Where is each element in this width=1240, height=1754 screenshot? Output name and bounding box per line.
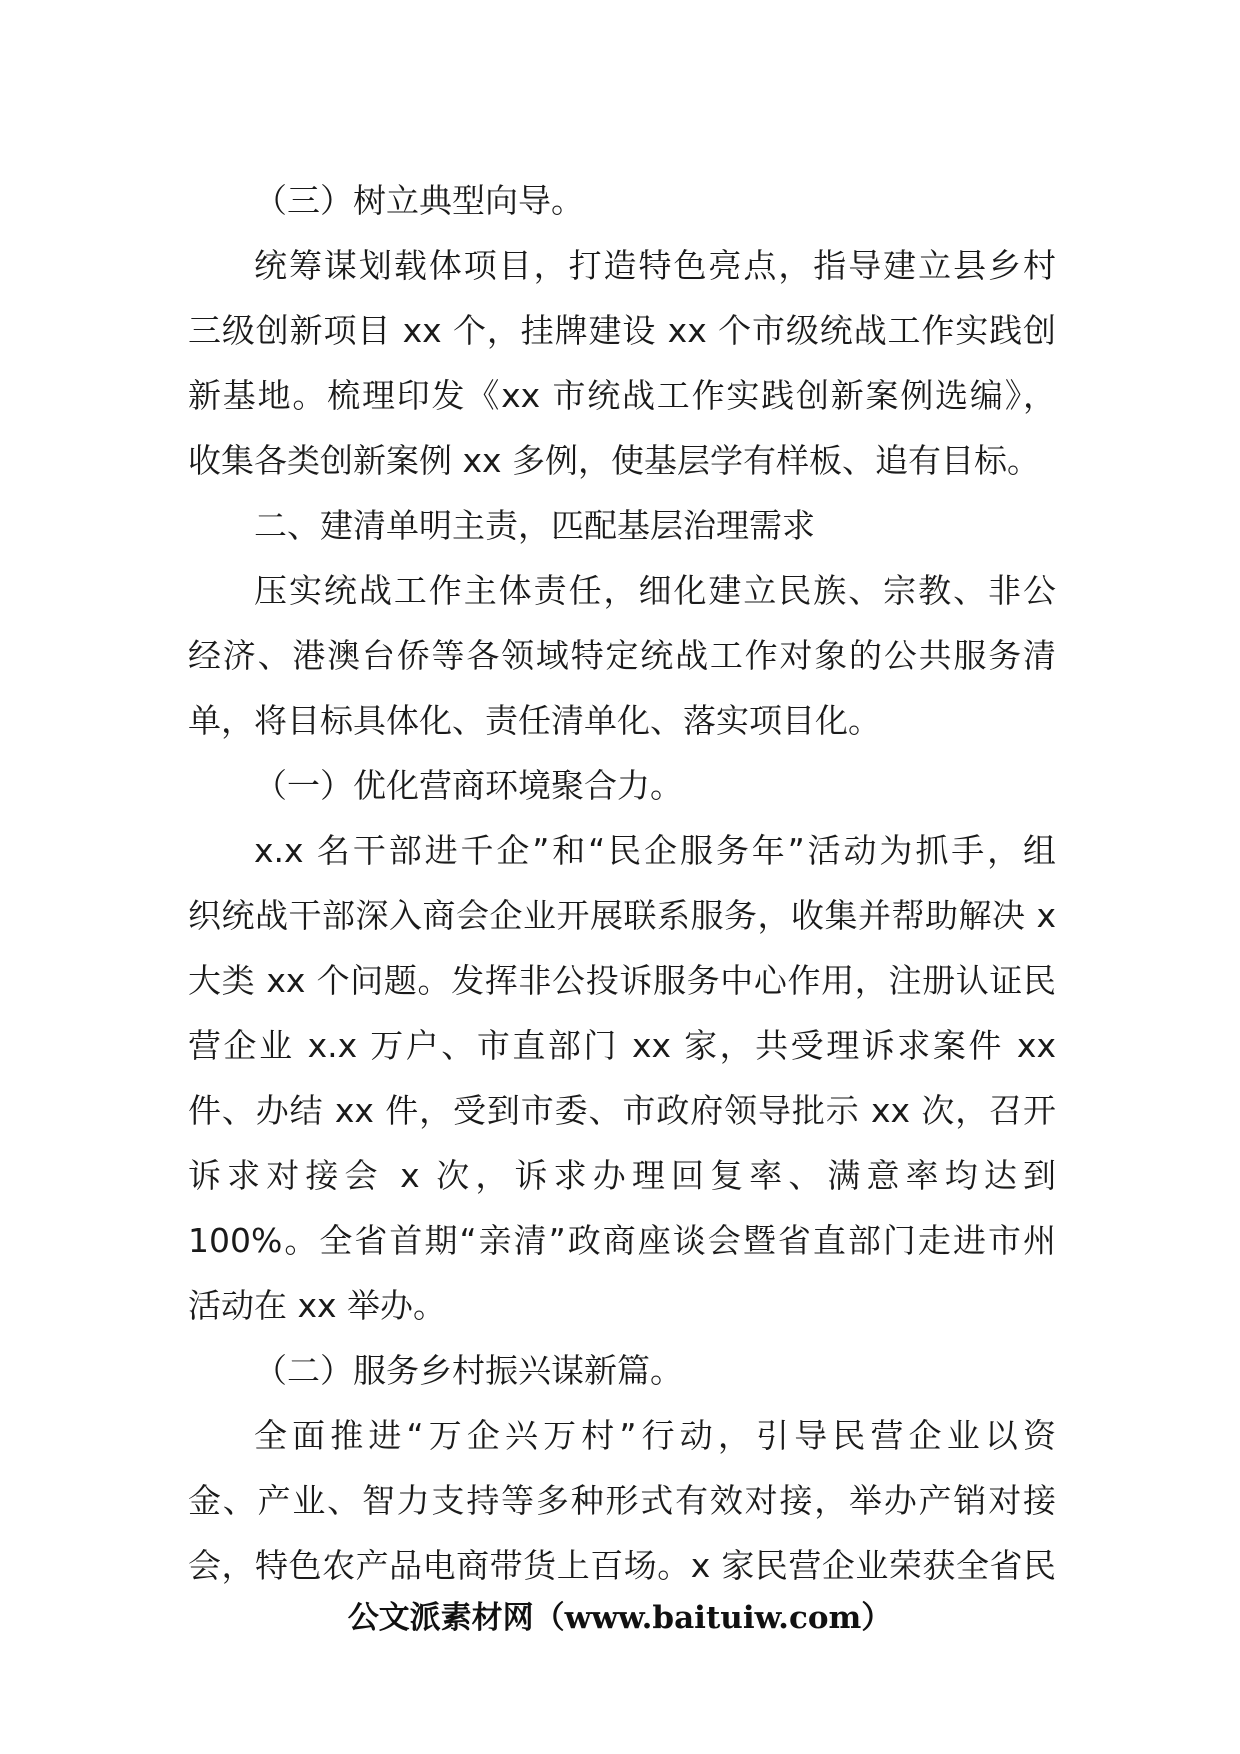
text-line: 件、办结 xx 件，受到市委、市政府领导批示 xx 次，召开 <box>188 1091 1056 1130</box>
text-line: 二、建清单明主责，匹配基层治理需求 <box>254 506 815 545</box>
footer-watermark: 公文派素材网（www.baituiw.com） <box>347 1600 893 1636</box>
text-line: 收集各类创新案例 xx 多例，使基层学有样板、追有目标。 <box>188 441 1041 480</box>
text-line: 新基地。梳理印发《xx 市统战工作实践创新案例选编》， <box>188 376 1056 415</box>
text-line: 大类 xx 个问题。发挥非公投诉服务中心作用，注册认证民 <box>188 961 1056 1000</box>
text-line: 三级创新项目 xx 个，挂牌建设 xx 个市级统战工作实践创 <box>188 311 1056 350</box>
text-line: 单，将目标具体化、责任清单化、落实项目化。 <box>188 701 881 740</box>
text-line: 诉求对接会 x 次，诉求办理回复率、满意率均达到 <box>188 1156 1056 1195</box>
text-line: 会，特色农产品电商带货上百场。x 家民营企业荣获全省民 <box>188 1546 1056 1585</box>
text-line: 织统战干部深入商会企业开展联系服务，收集并帮助解决 x <box>188 896 1056 935</box>
text-line: （三）树立典型向导。 <box>254 181 584 220</box>
text-line: 全面推进“万企兴万村”行动，引导民营企业以资 <box>254 1416 1056 1455</box>
document-body <box>188 168 1056 1598</box>
text-line: 100%。全省首期“亲清”政商座谈会暨省直部门走进市州 <box>188 1221 1056 1260</box>
text-line: （二）服务乡村振兴谋新篇。 <box>254 1351 683 1390</box>
text-line: 经济、港澳台侨等各领域特定统战工作对象的公共服务清 <box>188 636 1056 675</box>
text-line: 统筹谋划载体项目，打造特色亮点，指导建立县乡村 <box>254 246 1056 285</box>
text-line: 压实统战工作主体责任，细化建立民族、宗教、非公 <box>254 571 1056 610</box>
text-line: x.x 名干部进千企”和“民企服务年”活动为抓手，组 <box>254 831 1056 870</box>
text-line: 金、产业、智力支持等多种形式有效对接，举办产销对接 <box>188 1481 1056 1520</box>
text-line: （一）优化营商环境聚合力。 <box>254 766 683 805</box>
text-line: 活动在 xx 举办。 <box>188 1286 447 1325</box>
text-line: 营企业 x.x 万户、市直部门 xx 家，共受理诉求案件 xx <box>188 1026 1056 1065</box>
